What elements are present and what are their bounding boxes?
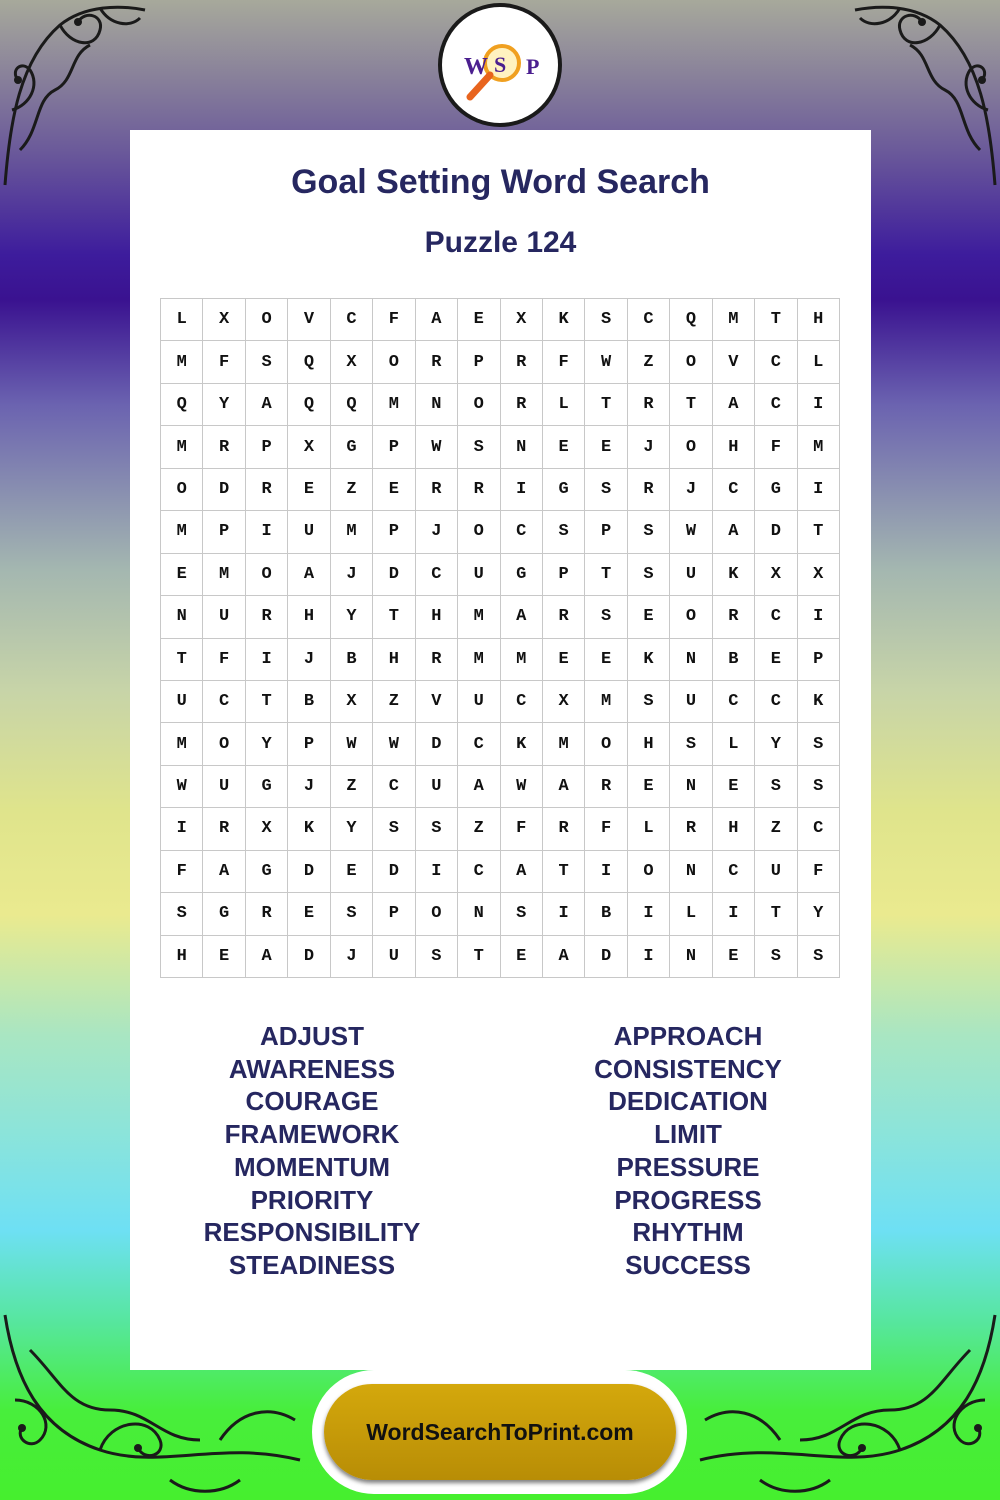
grid-cell: S: [755, 766, 797, 808]
word-item: RESPONSIBILITY: [203, 1217, 421, 1248]
grid-cell: P: [373, 511, 415, 553]
grid-cell: C: [373, 766, 415, 808]
grid-cell: T: [798, 511, 840, 553]
grid-cell: E: [585, 639, 627, 681]
grid-cell: M: [458, 596, 500, 638]
grid-cell: E: [288, 469, 330, 511]
grid-cell: K: [713, 554, 755, 596]
grid-cell: A: [458, 766, 500, 808]
grid-cell: I: [798, 469, 840, 511]
grid-cell: U: [458, 554, 500, 596]
grid-cell: E: [331, 851, 373, 893]
grid-cell: S: [628, 554, 670, 596]
grid-cell: Y: [798, 893, 840, 935]
grid-cell: E: [628, 596, 670, 638]
word-list-left: [122, 1020, 502, 1282]
grid-cell: Z: [458, 808, 500, 850]
grid-cell: R: [628, 469, 670, 511]
grid-cell: A: [543, 936, 585, 978]
grid-cell: Y: [203, 384, 245, 426]
grid-cell: Q: [161, 384, 203, 426]
grid-cell: I: [628, 936, 670, 978]
grid-cell: F: [798, 851, 840, 893]
grid-cell: C: [501, 681, 543, 723]
grid-cell: O: [585, 723, 627, 765]
grid-cell: R: [713, 596, 755, 638]
grid-cell: S: [458, 426, 500, 468]
grid-cell: A: [288, 554, 330, 596]
grid-cell: O: [161, 469, 203, 511]
grid-cell: L: [713, 723, 755, 765]
grid-cell: K: [628, 639, 670, 681]
puzzle-number: Puzzle 124: [424, 226, 577, 259]
grid-cell: M: [161, 341, 203, 383]
grid-cell: S: [585, 469, 627, 511]
word-item: COURAGE: [245, 1086, 379, 1117]
grid-cell: M: [458, 639, 500, 681]
grid-cell: M: [161, 511, 203, 553]
grid-cell: M: [585, 681, 627, 723]
logo-letter-w: W: [464, 54, 488, 80]
grid-cell: X: [331, 681, 373, 723]
grid-cell: Z: [331, 766, 373, 808]
grid-cell: S: [585, 299, 627, 341]
grid-cell: A: [246, 936, 288, 978]
grid-cell: U: [755, 851, 797, 893]
grid-cell: Y: [331, 596, 373, 638]
wsp-logo: [438, 3, 562, 127]
grid-cell: J: [331, 554, 373, 596]
grid-cell: K: [543, 299, 585, 341]
grid-cell: E: [755, 639, 797, 681]
page-title: Goal Setting Word Search: [291, 163, 710, 201]
flourish-top-left-icon: [0, 0, 150, 190]
grid-cell: L: [628, 808, 670, 850]
grid-cell: S: [246, 341, 288, 383]
grid-cell: R: [628, 384, 670, 426]
logo-letter-p: P: [526, 54, 540, 79]
grid-cell: X: [543, 681, 585, 723]
grid-cell: G: [331, 426, 373, 468]
grid-cell: R: [246, 893, 288, 935]
grid-cell: T: [585, 554, 627, 596]
grid-cell: J: [288, 639, 330, 681]
grid-cell: O: [670, 341, 712, 383]
grid-cell: G: [246, 851, 288, 893]
grid-cell: Z: [373, 681, 415, 723]
grid-cell: S: [501, 893, 543, 935]
grid-cell: W: [585, 341, 627, 383]
grid-cell: Z: [628, 341, 670, 383]
grid-cell: B: [288, 681, 330, 723]
grid-cell: E: [458, 299, 500, 341]
grid-cell: C: [755, 596, 797, 638]
grid-cell: M: [713, 299, 755, 341]
grid-cell: A: [713, 384, 755, 426]
grid-cell: M: [543, 723, 585, 765]
grid-cell: Q: [288, 341, 330, 383]
grid-cell: T: [543, 851, 585, 893]
word-item: SUCCESS: [625, 1249, 751, 1280]
word-item: MOMENTUM: [234, 1151, 390, 1182]
grid-cell: M: [203, 554, 245, 596]
grid-cell: Y: [755, 723, 797, 765]
grid-cell: H: [161, 936, 203, 978]
grid-cell: M: [331, 511, 373, 553]
grid-cell: L: [161, 299, 203, 341]
grid-cell: U: [373, 936, 415, 978]
grid-cell: S: [628, 681, 670, 723]
grid-cell: C: [713, 681, 755, 723]
grid-cell: D: [755, 511, 797, 553]
grid-cell: J: [288, 766, 330, 808]
grid-cell: F: [543, 341, 585, 383]
grid-cell: E: [373, 469, 415, 511]
grid-cell: C: [628, 299, 670, 341]
grid-cell: C: [713, 469, 755, 511]
word-list-right: [498, 1020, 878, 1282]
grid-cell: Q: [288, 384, 330, 426]
grid-cell: C: [458, 723, 500, 765]
grid-cell: E: [628, 766, 670, 808]
grid-cell: X: [288, 426, 330, 468]
grid-cell: P: [203, 511, 245, 553]
word-item: STEADINESS: [228, 1249, 396, 1280]
grid-cell: B: [713, 639, 755, 681]
grid-cell: H: [713, 426, 755, 468]
grid-cell: F: [755, 426, 797, 468]
grid-cell: Z: [331, 469, 373, 511]
grid-cell: T: [458, 936, 500, 978]
grid-cell: L: [543, 384, 585, 426]
grid-cell: P: [458, 341, 500, 383]
grid-cell: G: [246, 766, 288, 808]
grid-cell: Y: [331, 808, 373, 850]
grid-cell: M: [501, 639, 543, 681]
grid-cell: I: [501, 469, 543, 511]
grid-cell: G: [755, 469, 797, 511]
grid-cell: E: [501, 936, 543, 978]
grid-cell: D: [373, 851, 415, 893]
grid-cell: N: [161, 596, 203, 638]
grid-cell: J: [331, 936, 373, 978]
grid-cell: R: [246, 469, 288, 511]
grid-cell: A: [501, 596, 543, 638]
logo-letter-s: S: [494, 52, 507, 77]
word-item: DEDICATION: [608, 1086, 768, 1117]
grid-cell: R: [416, 341, 458, 383]
grid-cell: N: [670, 639, 712, 681]
word-item: ADJUST: [259, 1021, 364, 1051]
grid-cell: H: [713, 808, 755, 850]
grid-cell: Q: [331, 384, 373, 426]
grid-cell: U: [161, 681, 203, 723]
word-item: APPROACH: [613, 1021, 763, 1051]
grid-cell: I: [798, 596, 840, 638]
grid-cell: S: [373, 808, 415, 850]
grid-cell: G: [501, 554, 543, 596]
grid-cell: O: [458, 384, 500, 426]
grid-cell: A: [416, 299, 458, 341]
grid-cell: T: [755, 893, 797, 935]
grid-cell: B: [585, 893, 627, 935]
grid-cell: D: [373, 554, 415, 596]
grid-cell: S: [331, 893, 373, 935]
grid-cell: C: [755, 681, 797, 723]
grid-cell: W: [501, 766, 543, 808]
grid-cell: P: [585, 511, 627, 553]
grid-cell: X: [501, 299, 543, 341]
grid-cell: H: [373, 639, 415, 681]
grid-cell: H: [798, 299, 840, 341]
grid-cell: F: [585, 808, 627, 850]
grid-cell: I: [585, 851, 627, 893]
word-item: AWARENESS: [228, 1053, 396, 1084]
grid-cell: W: [161, 766, 203, 808]
grid-cell: W: [416, 426, 458, 468]
grid-cell: E: [585, 426, 627, 468]
grid-cell: T: [755, 299, 797, 341]
grid-cell: W: [670, 511, 712, 553]
grid-cell: K: [501, 723, 543, 765]
grid-cell: R: [670, 808, 712, 850]
grid-cell: I: [543, 893, 585, 935]
word-item: PRESSURE: [616, 1151, 760, 1182]
grid-cell: I: [161, 808, 203, 850]
grid-cell: Z: [755, 808, 797, 850]
grid-cell: S: [755, 936, 797, 978]
grid-cell: D: [288, 851, 330, 893]
grid-cell: A: [543, 766, 585, 808]
grid-cell: S: [798, 723, 840, 765]
grid-cell: S: [416, 808, 458, 850]
word-item: PROGRESS: [614, 1184, 762, 1215]
grid-cell: V: [713, 341, 755, 383]
grid-cell: C: [755, 384, 797, 426]
grid-cell: R: [416, 469, 458, 511]
grid-cell: P: [798, 639, 840, 681]
grid-cell: A: [246, 384, 288, 426]
grid-cell: F: [161, 851, 203, 893]
grid-cell: R: [246, 596, 288, 638]
grid-cell: U: [670, 554, 712, 596]
word-item: FRAMEWORK: [224, 1119, 400, 1150]
grid-cell: X: [755, 554, 797, 596]
grid-cell: E: [713, 936, 755, 978]
grid-cell: K: [288, 808, 330, 850]
grid-cell: R: [416, 639, 458, 681]
grid-cell: N: [501, 426, 543, 468]
grid-cell: J: [670, 469, 712, 511]
grid-cell: N: [670, 766, 712, 808]
grid-cell: O: [458, 511, 500, 553]
grid-cell: R: [501, 341, 543, 383]
grid-cell: D: [203, 469, 245, 511]
grid-cell: U: [288, 511, 330, 553]
grid-cell: N: [416, 384, 458, 426]
grid-cell: T: [585, 384, 627, 426]
flourish-top-right-icon: [850, 0, 1000, 190]
grid-cell: O: [628, 851, 670, 893]
word-item: CONSISTENCY: [594, 1053, 782, 1084]
grid-cell: O: [670, 426, 712, 468]
grid-cell: G: [203, 893, 245, 935]
grid-cell: F: [373, 299, 415, 341]
grid-cell: A: [203, 851, 245, 893]
grid-cell: F: [203, 639, 245, 681]
grid-cell: L: [670, 893, 712, 935]
grid-cell: C: [798, 808, 840, 850]
grid-cell: H: [288, 596, 330, 638]
grid-cell: I: [798, 384, 840, 426]
grid-cell: X: [246, 808, 288, 850]
grid-cell: M: [373, 384, 415, 426]
grid-cell: T: [161, 639, 203, 681]
grid-cell: W: [331, 723, 373, 765]
grid-cell: C: [203, 681, 245, 723]
grid-cell: B: [331, 639, 373, 681]
grid-cell: Q: [670, 299, 712, 341]
grid-cell: O: [246, 299, 288, 341]
grid-cell: D: [416, 723, 458, 765]
grid-cell: X: [331, 341, 373, 383]
grid-cell: O: [416, 893, 458, 935]
grid-cell: E: [543, 426, 585, 468]
grid-cell: D: [585, 936, 627, 978]
grid-cell: H: [628, 723, 670, 765]
grid-cell: R: [458, 469, 500, 511]
grid-cell: M: [161, 723, 203, 765]
grid-cell: V: [288, 299, 330, 341]
grid-cell: I: [246, 511, 288, 553]
grid-cell: E: [543, 639, 585, 681]
grid-cell: M: [798, 426, 840, 468]
word-item: PRIORITY: [250, 1184, 374, 1215]
grid-cell: L: [798, 341, 840, 383]
grid-cell: P: [373, 426, 415, 468]
grid-cell: S: [543, 511, 585, 553]
grid-cell: M: [161, 426, 203, 468]
word-item: LIMIT: [654, 1119, 722, 1150]
grid-cell: K: [798, 681, 840, 723]
word-item: RHYTHM: [632, 1217, 744, 1248]
grid-cell: O: [203, 723, 245, 765]
grid-cell: T: [246, 681, 288, 723]
grid-cell: P: [288, 723, 330, 765]
grid-cell: S: [670, 723, 712, 765]
grid-cell: R: [585, 766, 627, 808]
grid-cell: S: [416, 936, 458, 978]
grid-cell: C: [501, 511, 543, 553]
grid-cell: T: [373, 596, 415, 638]
grid-cell: C: [331, 299, 373, 341]
letter-grid: [160, 298, 840, 978]
grid-cell: G: [543, 469, 585, 511]
grid-cell: V: [416, 681, 458, 723]
grid-cell: A: [501, 851, 543, 893]
grid-cell: I: [416, 851, 458, 893]
grid-cell: R: [203, 808, 245, 850]
grid-cell: E: [288, 893, 330, 935]
grid-cell: J: [628, 426, 670, 468]
grid-cell: P: [373, 893, 415, 935]
grid-cell: S: [798, 936, 840, 978]
grid-cell: S: [161, 893, 203, 935]
grid-cell: D: [288, 936, 330, 978]
grid-cell: R: [543, 808, 585, 850]
grid-cell: E: [713, 766, 755, 808]
grid-cell: C: [713, 851, 755, 893]
grid-cell: U: [416, 766, 458, 808]
grid-cell: R: [203, 426, 245, 468]
grid-cell: X: [798, 554, 840, 596]
grid-cell: P: [543, 554, 585, 596]
grid-cell: C: [458, 851, 500, 893]
grid-cell: I: [713, 893, 755, 935]
grid-cell: N: [458, 893, 500, 935]
grid-cell: N: [670, 851, 712, 893]
grid-cell: C: [416, 554, 458, 596]
grid-cell: Y: [246, 723, 288, 765]
grid-cell: U: [203, 596, 245, 638]
grid-cell: S: [585, 596, 627, 638]
grid-cell: S: [798, 766, 840, 808]
site-link[interactable]: WordSearchToPrint.com: [366, 1418, 634, 1445]
grid-cell: J: [416, 511, 458, 553]
grid-cell: H: [416, 596, 458, 638]
grid-cell: I: [246, 639, 288, 681]
grid-cell: E: [161, 554, 203, 596]
grid-cell: S: [628, 511, 670, 553]
grid-cell: X: [203, 299, 245, 341]
grid-cell: U: [670, 681, 712, 723]
grid-cell: W: [373, 723, 415, 765]
grid-cell: F: [501, 808, 543, 850]
grid-cell: U: [203, 766, 245, 808]
grid-cell: A: [713, 511, 755, 553]
grid-cell: O: [670, 596, 712, 638]
grid-cell: P: [246, 426, 288, 468]
grid-cell: O: [373, 341, 415, 383]
grid-cell: R: [543, 596, 585, 638]
grid-cell: O: [246, 554, 288, 596]
grid-cell: I: [628, 893, 670, 935]
grid-cell: N: [670, 936, 712, 978]
grid-cell: U: [458, 681, 500, 723]
grid-cell: T: [670, 384, 712, 426]
grid-cell: F: [203, 341, 245, 383]
grid-cell: R: [501, 384, 543, 426]
grid-cell: E: [203, 936, 245, 978]
grid-cell: C: [755, 341, 797, 383]
